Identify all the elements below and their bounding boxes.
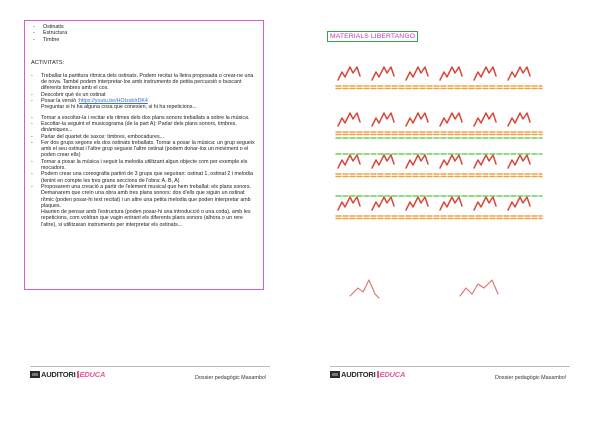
logo-mark-icon [330, 371, 340, 378]
list-item: - Timbre [31, 37, 257, 43]
list-item: - Podem crear una coreografia partint de 3 grups que seguiran: ostinat 1, ostinat 2 i melodia (tenint en compte les tres grans seccions de l'obra: A, B, A) [31, 171, 257, 184]
video-link[interactable]: https://youtu.be/HOIzsbIrDK4 [78, 98, 148, 105]
video-label: Posar la versió : [41, 98, 79, 105]
list-item: - Escoltar-la seguint el musicograma (de la part A): Parlar dels plans sonors, timbres, dinàmiques... [31, 121, 257, 134]
list-item: - Estructura [31, 30, 257, 36]
paragraph: Haurien de pensar amb l'estructura (poden posar-hi una introducció o una coda), amb les repeticions, com voldran que vagin entrant els diferents plans sonors (alhora o un rere l'altre), si utilitzaran instruments per interpretar els ostinats... [41, 209, 251, 228]
list-item: - Descobrir què és un ostinat [31, 92, 257, 98]
footer-divider [30, 366, 270, 367]
ostinato-wave [338, 113, 530, 126]
auditori-educa-logo: AUDITORI EDUCA [30, 370, 105, 379]
paragraph: Preguntar si hi ha alguna cosa que conexien, si hi ha repeticions... [41, 104, 197, 111]
list-item: - Fer dos grups segons els dos ostinats treballats. Tornar a posar la música: un grup segueix amb el seu ostinat i l'altre grup segueix l'altre ostinat (podem donar-los un moviment o el poden crear ells) [31, 140, 257, 159]
list-item: - Parlar del quartet de saxos: timbres, embocadures... [31, 134, 257, 140]
melody-line [460, 280, 498, 296]
footer-divider [330, 366, 570, 367]
list-item: - Tornar a escoltar-la i recitar els ritmes dels dos plans sonors treballats a sobre la música. [31, 115, 257, 121]
materials-title: MATERIALS LIBERTANGO [327, 31, 418, 42]
topics-list [31, 24, 257, 43]
ostinato-wave [338, 67, 530, 80]
auditori-educa-logo: AUDITORI EDUCA [330, 370, 405, 379]
activities-group-2 [31, 115, 257, 209]
logo-mark-icon [30, 371, 40, 378]
list-item: - Proposarem una creació a partir de l'element musical que hem treballat: els plans sonors. Demanarem que creïn una obra amb tres plans sonors: dos d'ells que siguin un ostinat rítmic (poden posar-hi text recitat) i un altre una petita melodia que poden interpretar amb plaques. [31, 184, 257, 209]
list-item [31, 98, 257, 104]
activities-heading: ACTIVITATS: [31, 59, 65, 66]
footer-text: Dossier pedagògic Masambo! [495, 375, 567, 381]
list-item: - Tornar a posar la música i seguir la melodia utilitzant algun objecte com per exemple els mocadors. [31, 159, 257, 172]
musicogram [330, 60, 545, 310]
list-item: - Ostinatis [31, 24, 257, 30]
footer-text: Dossier pedagògic Masambo! [195, 375, 267, 381]
activities-group-1 [31, 73, 257, 104]
ostinato-wave [338, 197, 530, 210]
ostinato-wave [338, 155, 530, 168]
list-item: - Treballar la partitura rítmica dels ostinats. Podem recitar la lletra proposada o crear-ne una de nova. També podem interpretar-los amb instruments de petita percussió o buscant diferents timbres amb el cos. [31, 73, 257, 92]
activities-box [24, 20, 264, 290]
right-page [300, 0, 600, 424]
melody-line [350, 280, 379, 298]
